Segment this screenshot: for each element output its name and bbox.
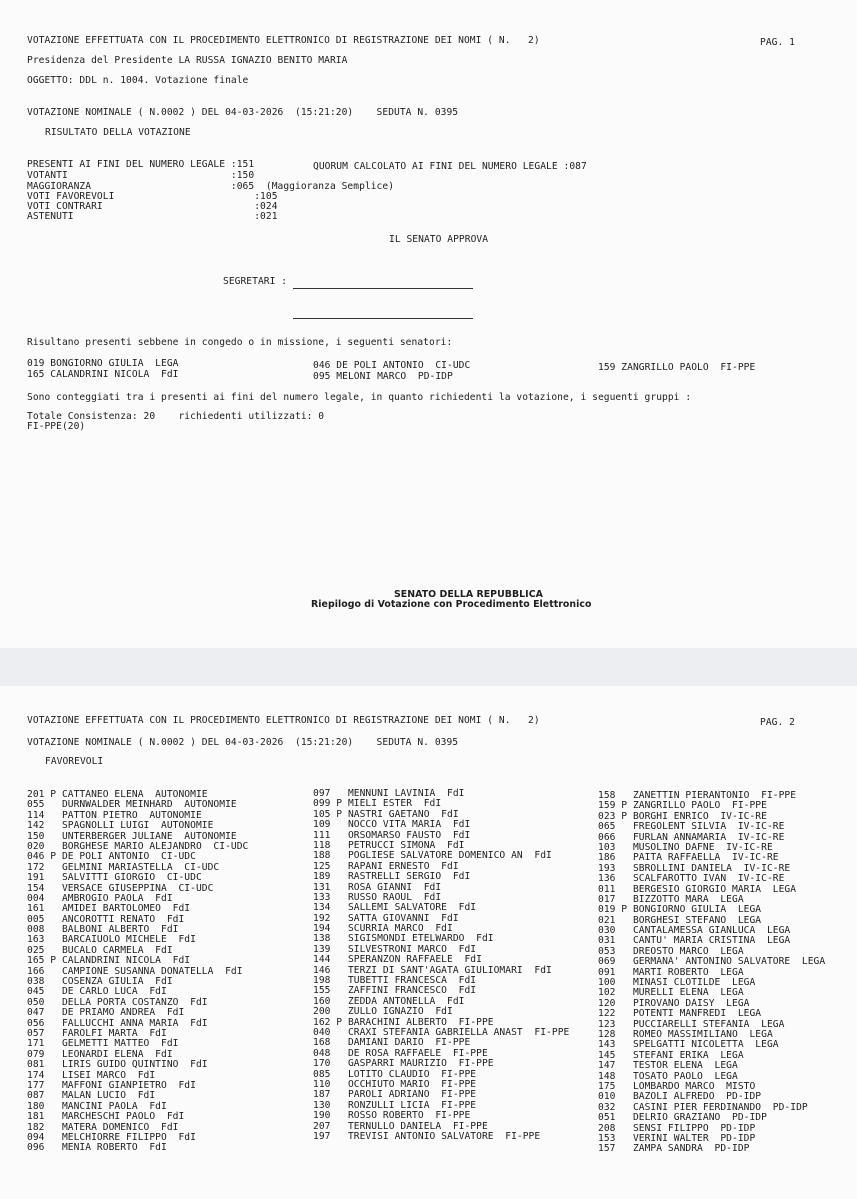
- senator-vote-row: 133 RUSSO RAOUL FdI: [313, 891, 442, 903]
- senator-vote-row: 155 ZAFFINI FRANCESCO FdI: [313, 985, 477, 997]
- stat-maggioranza: MAGGIORANZA :065 (Maggioranza Semplice): [27, 181, 395, 192]
- senator-vote-row: 109 NOCCO VITA MARIA FdI: [313, 819, 471, 831]
- senator-vote-row: 192 SATTA GIOVANNI FdI: [313, 912, 459, 924]
- senator-vote-row: 038 COSENZA GIULIA FdI: [27, 976, 173, 988]
- senator-vote-row: 181 MARCHESCHI PAOLO FdI: [27, 1111, 185, 1123]
- senator-vote-row: 197 TREVISI ANTONIO SALVATORE FI-PPE: [313, 1130, 541, 1142]
- senator-vote-row: 160 ZEDDA ANTONELLA FdI: [313, 995, 465, 1007]
- senator-vote-row: 102 MURELLI ELENA LEGA: [598, 987, 744, 999]
- senator-vote-row: 087 MALAN LUCIO FdI: [27, 1090, 156, 1102]
- result-title: RISULTATO DELLA VOTAZIONE: [45, 127, 191, 138]
- senator-vote-row: 191 SALVITTI GIORGIO CI-UDC: [27, 872, 202, 884]
- senator-vote-row: 162 P BARACHINI ALBERTO FI-PPE: [313, 1016, 494, 1028]
- leave-intro: Risultano presenti sebbene in congedo o in missione, i seguenti senatori:: [27, 337, 453, 348]
- senator-vote-row: 065 FREGOLENT SILVIA IV-IC-RE: [598, 821, 785, 833]
- senator-vote-row: 190 ROSSO ROBERTO FI-PPE: [313, 1110, 471, 1122]
- senator-vote-row: 085 LOTITO CLAUDIO FI-PPE: [313, 1068, 477, 1080]
- header-line: VOTAZIONE EFFETTUATA CON IL PROCEDIMENTO ELETTRONICO DI REGISTRAZIONE DEI NOMI ( N. 2): [27, 715, 540, 726]
- senator-vote-row: 122 POTENTI MANFREDI LEGA: [598, 1008, 762, 1020]
- senator-vote-row: 144 SPERANZON RAFFAELE FdI: [313, 954, 482, 966]
- senator-vote-row: 139 SILVESTRONI MARCO FdI: [313, 943, 477, 955]
- senator-vote-row: 004 AMBROGIO PAOLA FdI: [27, 892, 173, 904]
- senator-vote-row: 170 GASPARRI MAURIZIO FI-PPE: [313, 1058, 494, 1070]
- senator-vote-row: 032 CASINI PIER FERDINANDO PD-IDP: [598, 1101, 808, 1113]
- senator-vote-row: 040 CRAXI STEFANIA GABRIELLA ANAST FI-PPE: [313, 1026, 570, 1038]
- vote-outcome: IL SENATO APPROVA: [389, 234, 489, 245]
- senator-vote-row: 161 AMIDEI BARTOLOMEO FdI: [27, 903, 191, 915]
- senator-vote-row: 175 LOMBARDO MARCO MISTO: [598, 1080, 756, 1092]
- favorevoli-column-1: [27, 790, 248, 1154]
- leave-senator: 159 ZANGRILLO PAOLO FI-PPE: [598, 362, 756, 373]
- senator-vote-row: 057 FAROLFI MARTA FdI: [27, 1027, 167, 1039]
- senator-vote-row: 010 BAZOLI ALFREDO PD-IDP: [598, 1091, 762, 1103]
- groups-intro: Sono conteggiati tra i presenti ai fini del numero legale, in quanto richiedenti la votazione, i seguenti gruppi :: [27, 392, 692, 403]
- leave-senator: 165 CALANDRINI NICOLA FdI: [27, 369, 179, 380]
- stat-astenuti: ASTENUTI :021: [27, 211, 278, 222]
- senator-vote-row: 186 PAITA RAFFAELLA IV-IC-RE: [598, 852, 779, 864]
- senator-vote-row: 150 UNTERBERGER JULIANE AUTONOMIE: [27, 830, 237, 842]
- vote-summary-page-2: [0, 686, 857, 1199]
- senator-vote-row: 046 P DE POLI ANTONIO CI-UDC: [27, 851, 196, 863]
- senator-vote-row: 125 RAPANI ERNESTO FdI: [313, 860, 459, 872]
- senator-vote-row: 134 SALLEMI SALVATORE FdI: [313, 902, 477, 914]
- senator-vote-row: 103 MUSOLINO DAFNE IV-IC-RE: [598, 841, 773, 853]
- signature-line: [293, 288, 473, 289]
- stat-presenti: PRESENTI AI FINI DEL NUMERO LEGALE :151: [27, 159, 255, 170]
- favorevoli-column-3: [598, 791, 825, 1155]
- senator-vote-row: 055 DURNWALDER MEINHARD AUTONOMIE: [27, 799, 237, 811]
- senator-vote-row: 166 CAMPIONE SUSANNA DONATELLA FdI: [27, 965, 243, 977]
- senator-vote-row: 023 P BORGHI ENRICO IV-IC-RE: [598, 810, 767, 822]
- senator-vote-row: 130 RONZULLI LICIA FI-PPE: [313, 1099, 477, 1111]
- senator-vote-row: 020 BORGHESE MARIO ALEJANDRO CI-UDC: [27, 840, 249, 852]
- senator-vote-row: 005 ANCOROTTI RENATO FdI: [27, 913, 185, 925]
- senator-vote-row: 145 STEFANI ERIKA LEGA: [598, 1049, 744, 1061]
- leave-senator: 019 BONGIORNO GIULIA LEGA: [27, 358, 179, 369]
- signature-line: [293, 318, 473, 319]
- senator-vote-row: 147 TESTOR ELENA LEGA: [598, 1060, 738, 1072]
- secretaries-label: SEGRETARI :: [223, 276, 288, 287]
- senator-vote-row: 114 PATTON PIETRO AUTONOMIE: [27, 809, 202, 821]
- page-number: PAG. 2: [760, 717, 795, 728]
- leave-senator: 095 MELONI MARCO PD-IDP: [313, 371, 453, 382]
- senator-vote-row: 096 MENIA ROBERTO FdI: [27, 1142, 167, 1154]
- senator-vote-row: 194 SCURRIA MARCO FdI: [313, 923, 453, 935]
- senator-vote-row: 030 CANTALAMESSA GIANLUCA LEGA: [598, 925, 791, 937]
- senator-vote-row: 207 TERNULLO DANIELA FI-PPE: [313, 1120, 488, 1132]
- senator-vote-row: 182 MATERA DOMENICO FdI: [27, 1121, 179, 1133]
- senator-vote-row: 021 BORGHESI STEFANO LEGA: [598, 914, 762, 926]
- page-gap: [0, 648, 857, 686]
- senator-vote-row: 189 RASTRELLI SERGIO FdI: [313, 871, 471, 883]
- senator-vote-row: 208 SENSI FILIPPO PD-IDP: [598, 1122, 756, 1134]
- senator-vote-row: 168 DAMIANI DARIO FI-PPE: [313, 1037, 471, 1049]
- senator-vote-row: 066 FURLAN ANNAMARIA IV-IC-RE: [598, 831, 785, 843]
- subject-line: OGGETTO: DDL n. 1004. Votazione finale: [27, 75, 249, 86]
- senator-vote-row: 047 DE PRIAMO ANDREA FdI: [27, 1007, 185, 1019]
- senator-vote-row: 158 ZANETTIN PIERANTONIO FI-PPE: [598, 790, 797, 801]
- senator-vote-row: 011 BERGESIO GIORGIO MARIA LEGA: [598, 883, 797, 895]
- stat-favorevoli: VOTI FAVOREVOLI :105: [27, 191, 278, 202]
- senator-vote-row: 008 BALBONI ALBERTO FdI: [27, 924, 179, 936]
- senator-vote-row: 048 DE ROSA RAFFAELE FI-PPE: [313, 1047, 488, 1059]
- senator-vote-row: 045 DE CARLO LUCA FdI: [27, 986, 167, 998]
- senator-vote-row: 142 SPAGNOLLI LUIGI AUTONOMIE: [27, 820, 214, 832]
- senator-vote-row: 097 MENNUNI LAVINIA FdI: [313, 788, 465, 799]
- senator-vote-row: 131 ROSA GIANNI FdI: [313, 881, 442, 893]
- senator-vote-row: 154 VERSACE GIUSEPPINA CI-UDC: [27, 882, 214, 894]
- senator-vote-row: 172 GELMINI MARIASTELLA CI-UDC: [27, 861, 220, 873]
- senator-vote-row: 017 BIZZOTTO MARA LEGA: [598, 893, 744, 905]
- senator-vote-row: 094 MELCHIORRE FILIPPO FdI: [27, 1131, 196, 1143]
- senator-vote-row: 188 POGLIESE SALVATORE DOMENICO AN FdI: [313, 850, 552, 862]
- footer-title: SENATO DELLA REPUBBLICA: [394, 589, 543, 600]
- stat-contrari: VOTI CONTRARI :024: [27, 201, 278, 212]
- senator-vote-row: 174 LISEI MARCO FdI: [27, 1069, 156, 1081]
- senator-vote-row: 201 P CATTANEO ELENA AUTONOMIE: [27, 789, 208, 800]
- header-line: VOTAZIONE EFFETTUATA CON IL PROCEDIMENTO ELETTRONICO DI REGISTRAZIONE DEI NOMI ( N. 2): [27, 35, 540, 46]
- senator-vote-row: 099 P MIELI ESTER FdI: [313, 798, 442, 810]
- senator-vote-row: 193 SBROLLINI DANIELA IV-IC-RE: [598, 862, 791, 874]
- page-number: PAG. 1: [760, 37, 795, 48]
- senator-vote-row: 180 MANCINI PAOLA FdI: [27, 1100, 167, 1112]
- senator-vote-row: 200 ZULLO IGNAZIO FdI: [313, 1006, 453, 1018]
- senator-vote-row: 157 ZAMPA SANDRA PD-IDP: [598, 1143, 750, 1155]
- senator-vote-row: 019 P BONGIORNO GIULIA LEGA: [598, 904, 762, 916]
- senator-vote-row: 031 CANTU' MARIA CRISTINA LEGA: [598, 935, 791, 947]
- senator-vote-row: 143 SPELGATTI NICOLETTA LEGA: [598, 1039, 779, 1051]
- senator-vote-row: 056 FALLUCCHI ANNA MARIA FdI: [27, 1017, 208, 1029]
- senator-vote-row: 111 ORSOMARSO FAUSTO FdI: [313, 829, 471, 841]
- group-entry: FI-PPE(20): [27, 421, 86, 432]
- leave-senator: 046 DE POLI ANTONIO CI-UDC: [313, 360, 471, 371]
- senator-vote-row: 148 TOSATO PAOLO LEGA: [598, 1070, 738, 1082]
- senator-vote-row: 187 PAROLI ADRIANO FI-PPE: [313, 1089, 477, 1101]
- footer-subtitle: Riepilogo di Votazione con Procedimento Elettronico: [311, 599, 592, 610]
- senator-vote-row: 138 SIGISMONDI ETELWARDO FdI: [313, 933, 494, 945]
- senator-vote-row: 171 GELMETTI MATTEO FdI: [27, 1038, 179, 1050]
- senator-vote-row: 146 TERZI DI SANT'AGATA GIULIOMARI FdI: [313, 964, 552, 976]
- presidency-line: Presidenza del Presidente LA RUSSA IGNAZIO BENITO MARIA: [27, 55, 348, 66]
- senator-vote-row: 136 SCALFAROTTO IVAN IV-IC-RE: [598, 873, 785, 885]
- senator-vote-row: 118 PETRUCCI SIMONA FdI: [313, 839, 465, 851]
- section-title-favorevoli: FAVOREVOLI: [45, 756, 104, 767]
- favorevoli-column-2: [313, 789, 569, 1142]
- senator-vote-row: 105 P NASTRI GAETANO FdI: [313, 808, 459, 820]
- consistency-line: Totale Consistenza: 20 richiedenti utilizzati: 0: [27, 411, 325, 422]
- senator-vote-row: 100 MINASI CLOTILDE LEGA: [598, 977, 756, 989]
- senator-vote-row: 128 ROMEO MASSIMILIANO LEGA: [598, 1028, 773, 1040]
- senator-vote-row: 120 PIROVANO DAISY LEGA: [598, 997, 750, 1009]
- senator-vote-row: 198 TUBETTI FRANCESCA FdI: [313, 975, 477, 987]
- senator-vote-row: 091 MARTI ROBERTO LEGA: [598, 966, 744, 978]
- senator-vote-row: 053 DREOSTO MARCO LEGA: [598, 945, 744, 957]
- stat-quorum: QUORUM CALCOLATO AI FINI DEL NUMERO LEGALE :087: [313, 161, 587, 172]
- senator-vote-row: 177 MAFFONI GIANPIETRO FdI: [27, 1079, 196, 1091]
- vote-line: VOTAZIONE NOMINALE ( N.0002 ) DEL 04-03-2026 (15:21:20) SEDUTA N. 0395: [27, 737, 459, 748]
- senator-vote-row: 081 LIRIS GUIDO QUINTINO FdI: [27, 1059, 208, 1071]
- senator-vote-row: 123 PUCCIARELLI STEFANIA LEGA: [598, 1018, 785, 1030]
- senator-vote-row: 110 OCCHIUTO MARIO FI-PPE: [313, 1078, 477, 1090]
- stat-votanti: VOTANTI :150: [27, 170, 255, 181]
- senator-vote-row: 159 P ZANGRILLO PAOLO FI-PPE: [598, 800, 767, 812]
- senator-vote-row: 079 LEONARDI ELENA FdI: [27, 1048, 173, 1060]
- senator-vote-row: 050 DELLA PORTA COSTANZO FdI: [27, 996, 208, 1008]
- vote-line: VOTAZIONE NOMINALE ( N.0002 ) DEL 04-03-2026 (15:21:20) SEDUTA N. 0395: [27, 107, 459, 118]
- senator-vote-row: 163 BARCAIUOLO MICHELE FdI: [27, 934, 196, 946]
- senator-vote-row: 069 GERMANA' ANTONINO SALVATORE LEGA: [598, 956, 826, 968]
- senator-vote-row: 153 VERINI WALTER PD-IDP: [598, 1132, 756, 1144]
- senator-vote-row: 165 P CALANDRINI NICOLA FdI: [27, 955, 191, 967]
- senator-vote-row: 025 BUCALO CARMELA FdI: [27, 944, 173, 956]
- senator-vote-row: 051 DELRIO GRAZIANO PD-IDP: [598, 1112, 767, 1124]
